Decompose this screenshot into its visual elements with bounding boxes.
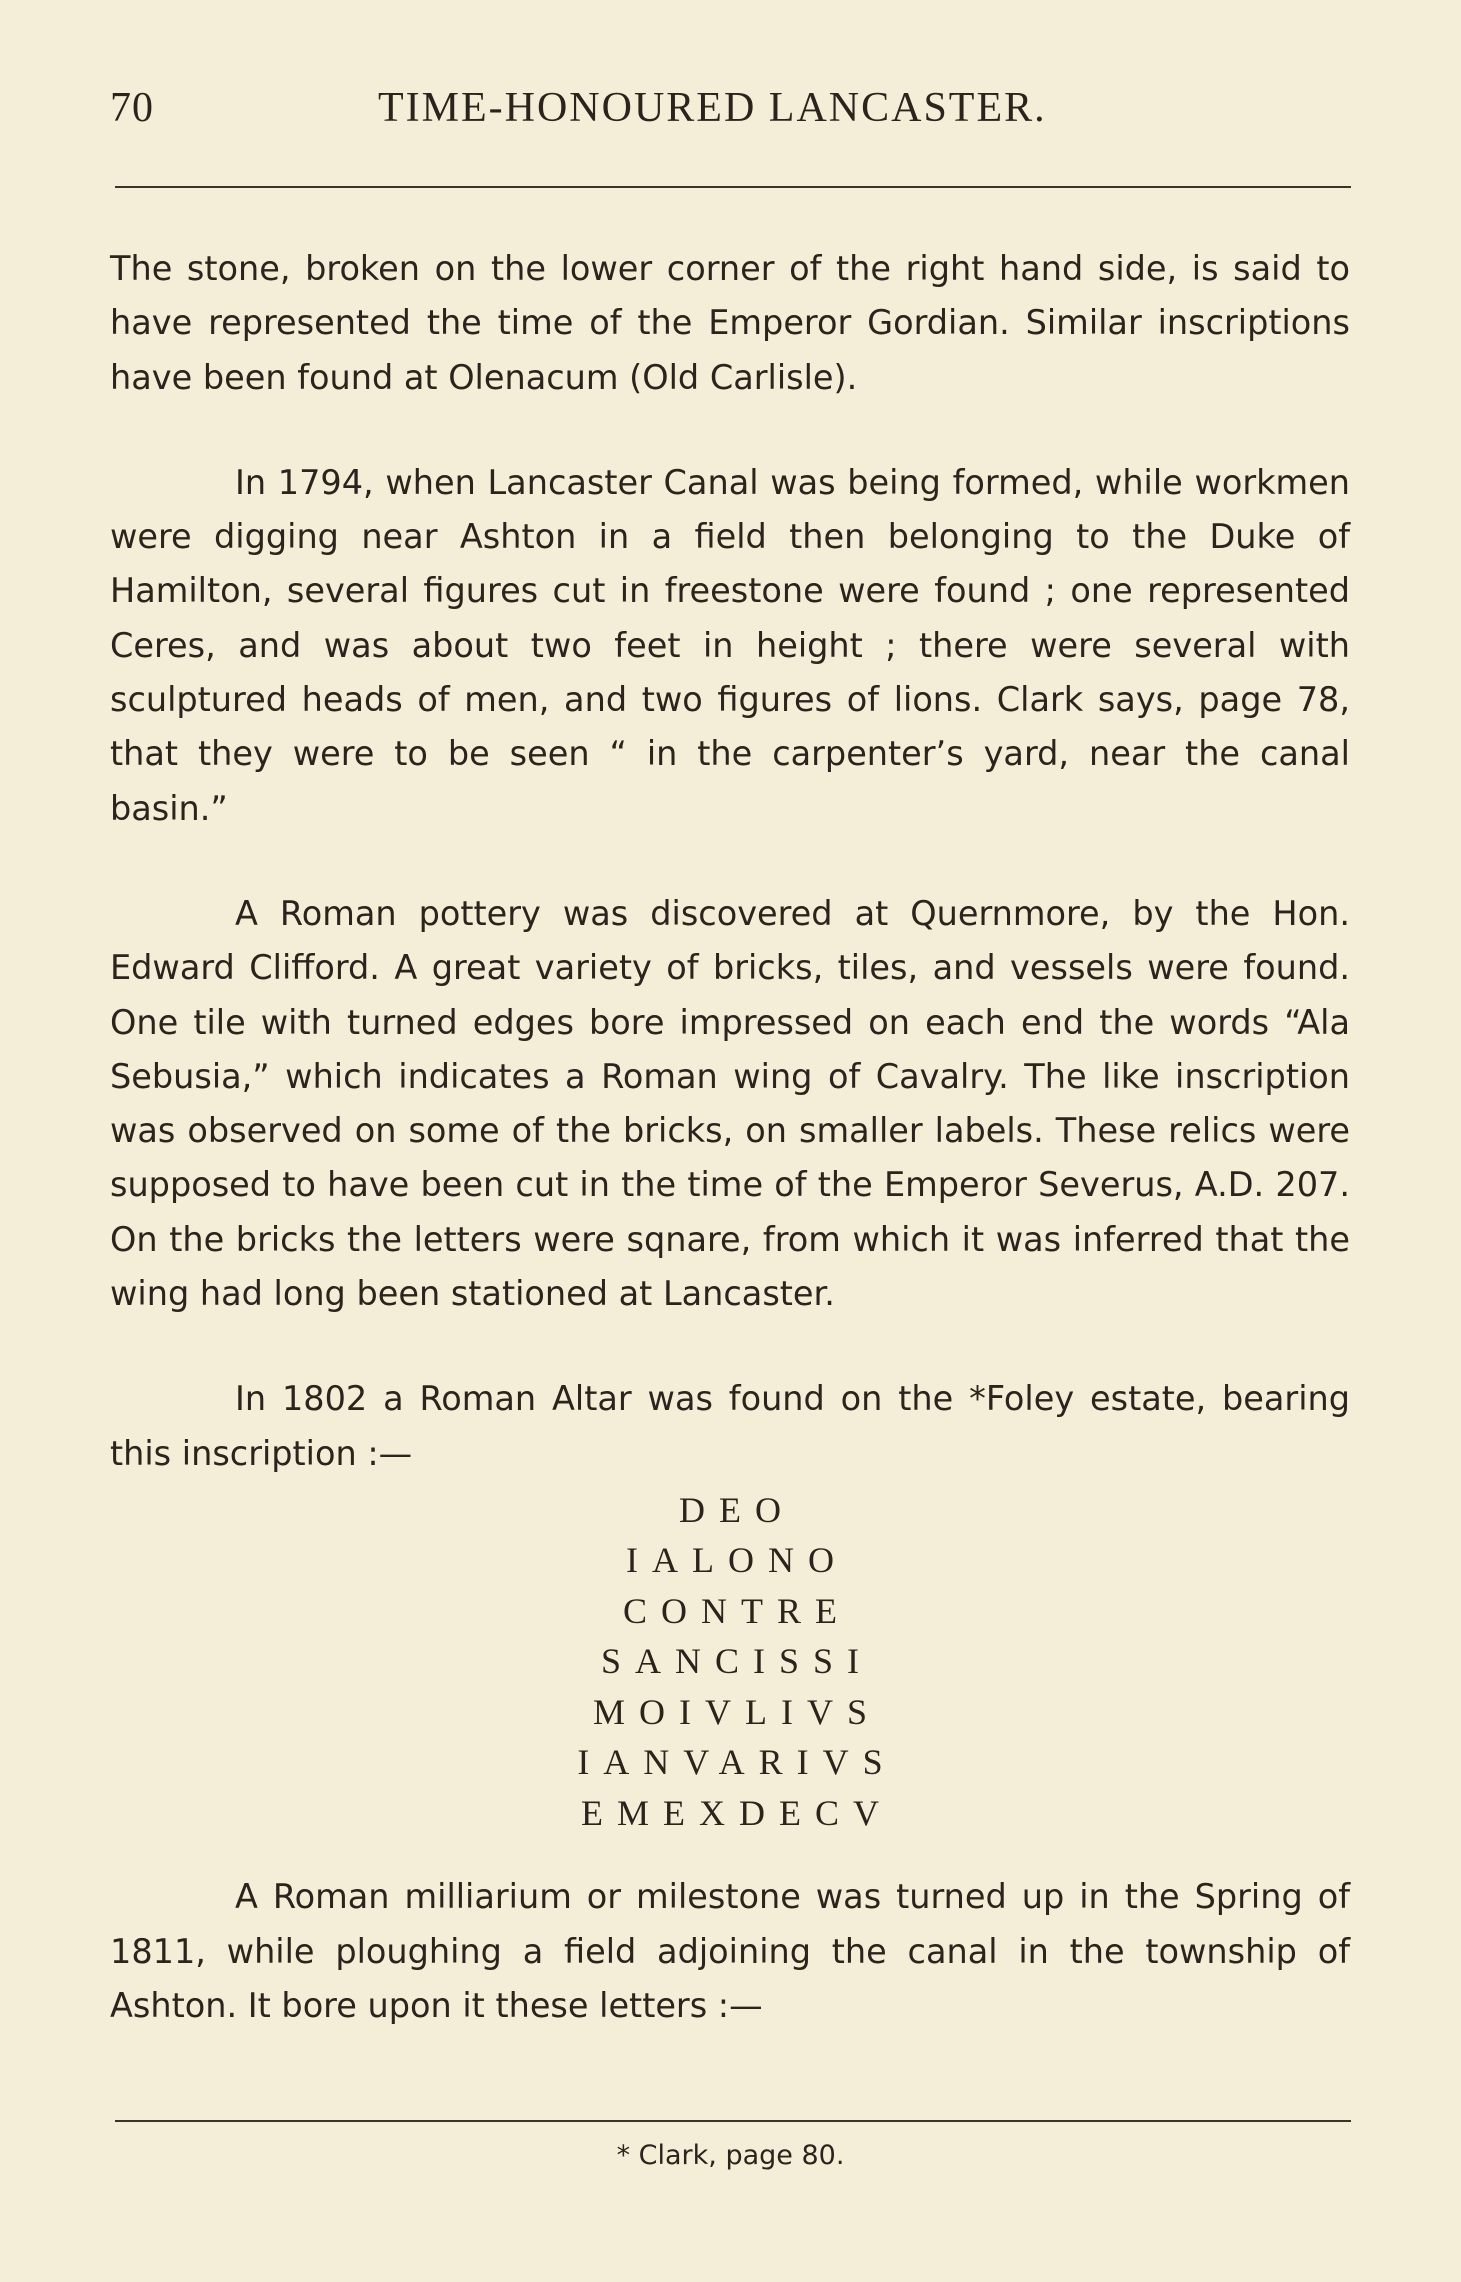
body-text xyxy=(110,242,1350,2033)
running-title: TIME-HONOURED LANCASTER. xyxy=(378,85,1047,131)
inscription-line: EMEXDECV xyxy=(581,1792,893,1833)
paragraph-gap xyxy=(110,836,1350,887)
paragraph-roman-pottery: A Roman pottery was discovered at Quernmore, by the Hon. Edward Clifford. A great variety of bricks, tiles, and vessels were found. One tile with turned edges bore impressed on each end the words “Ala Sebusia,” which indicates a Roman wing of Cavalry. The like inscription was observed on some of the bricks, on smaller labels. These relics were supposed to have been cut in the time of the Emperor Severus, A.D. 207. On the bricks the letters were sqnare, from which it was inferred that the wing had long been stationed at Lancaster. xyxy=(110,893,1350,1314)
paragraph-gap xyxy=(110,1321,1350,1372)
inscription-line: SANCISSI xyxy=(600,1641,874,1682)
paragraph-ashton-figures: In 1794, when Lancaster Canal was being formed, while workmen were digging near Ashton in a field then belonging to the Duke of Hamilton, several figures cut in freestone were found ; one represented Ceres, and was about two feet in height ; there were several with sculptured heads of men, and two figures of lions. Clark says, page 78, that they were to be seen “ in the carpenter’s yard, near the canal basin.” xyxy=(110,462,1350,828)
page-header xyxy=(110,84,1360,144)
page-number: 70 xyxy=(110,85,154,131)
inscription-line: MOIVLIVS xyxy=(593,1691,881,1732)
paragraph-milliarium: A Roman milliarium or milestone was turned up in the Spring of 1811, while ploughing a field adjoining the canal in the township of Ashton. It bore upon it these letters :— xyxy=(110,1877,1350,2026)
altar-inscription xyxy=(110,1485,1350,1839)
inscription-line: DEO xyxy=(679,1489,795,1530)
inscription-line: IALONO xyxy=(626,1540,848,1581)
footnote: * Clark, page 80. xyxy=(616,2140,845,2171)
paragraph-gordian-stone: The stone, broken on the lower corner of the right hand side, is said to have represented the time of the Emperor Gordian. Similar inscriptions have been found at Olenacum (Old Carlisle). xyxy=(110,249,1350,397)
inscription-line: IANVARIVS xyxy=(577,1742,897,1783)
paragraph-roman-altar: In 1802 a Roman Altar was found on the *Foley estate, bearing this inscription :— xyxy=(110,1379,1350,1473)
footnote-rule xyxy=(115,2120,1351,2122)
inscription-line: CONTRE xyxy=(623,1590,851,1631)
header-rule xyxy=(115,186,1351,188)
paragraph-gap xyxy=(110,405,1350,456)
